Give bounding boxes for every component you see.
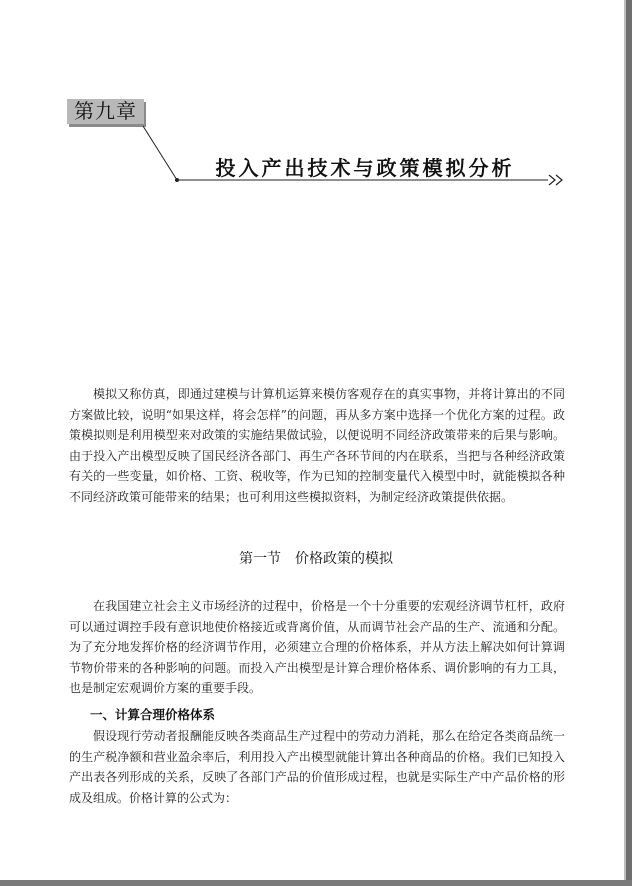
page-edge-bottom bbox=[0, 880, 632, 886]
rule-dot bbox=[175, 178, 179, 182]
diagonal-rule bbox=[143, 126, 177, 180]
intro-paragraph: 模拟又称仿真，即通过建模与计算机运算来模仿客观存在的真实事物，并将计算出的不同方案做比较，说明“如果这样，将会怎样”的问题，再从多方案中选择一个优化方案的过程。政策模拟则是利用模型来对政策的实施结果做试验，以便说明不同经济政策带来的后果与影响。由于投入产出模型反映了国民经济各部门、再生产各环节间的内在联系，当把与各种经济政策有关的一些变量，如价格、工资、税收等，作为已知的控制变量代入模型中时，就能模拟各种不同经济政策可能带来的结果；也可利用这些模拟资料，为制定经济政策提供依据。 bbox=[69, 387, 565, 504]
chapter-title: 投入产出技术与政策模拟分析 bbox=[215, 156, 515, 180]
subsection-title: 一、计算合理价格体系 bbox=[90, 707, 216, 722]
chapter-label: 第九章 bbox=[67, 99, 144, 124]
subsection-paragraph: 假设现行劳动者报酬能反映各类商品生产过程中的劳动力消耗，那么在给定各类商品统一的生产税净额和营业盈余率后，利用投入产出模型就能计算出各种商品的价格。我们已知投入产出表各列形成的关系，反映了各部门产品的价值形成过程，也就是实际生产中产品价格的形成及组成。价格计算的公式为： bbox=[69, 729, 565, 805]
section-title: 第一节 价格政策的模拟 bbox=[239, 551, 393, 567]
section-paragraph: 在我国建立社会主义市场经济的过程中，价格是一个十分重要的宏观经济调节杠杆，政府可以通过调控手段有意识地使价格接近或背离价值，从而调节社会产品的生产、流通和分配。为了充分地发挥价格的经济调节作用，必须建立合理的价格体系，并从方法上解决如何计算调节物价带来的各种影响的问题。而投入产出模型是计算合理价格体系、调价影响的有力工具，也是制定宏观调价方案的重要手段。 bbox=[69, 599, 565, 695]
double-chevron-icon bbox=[549, 175, 562, 185]
